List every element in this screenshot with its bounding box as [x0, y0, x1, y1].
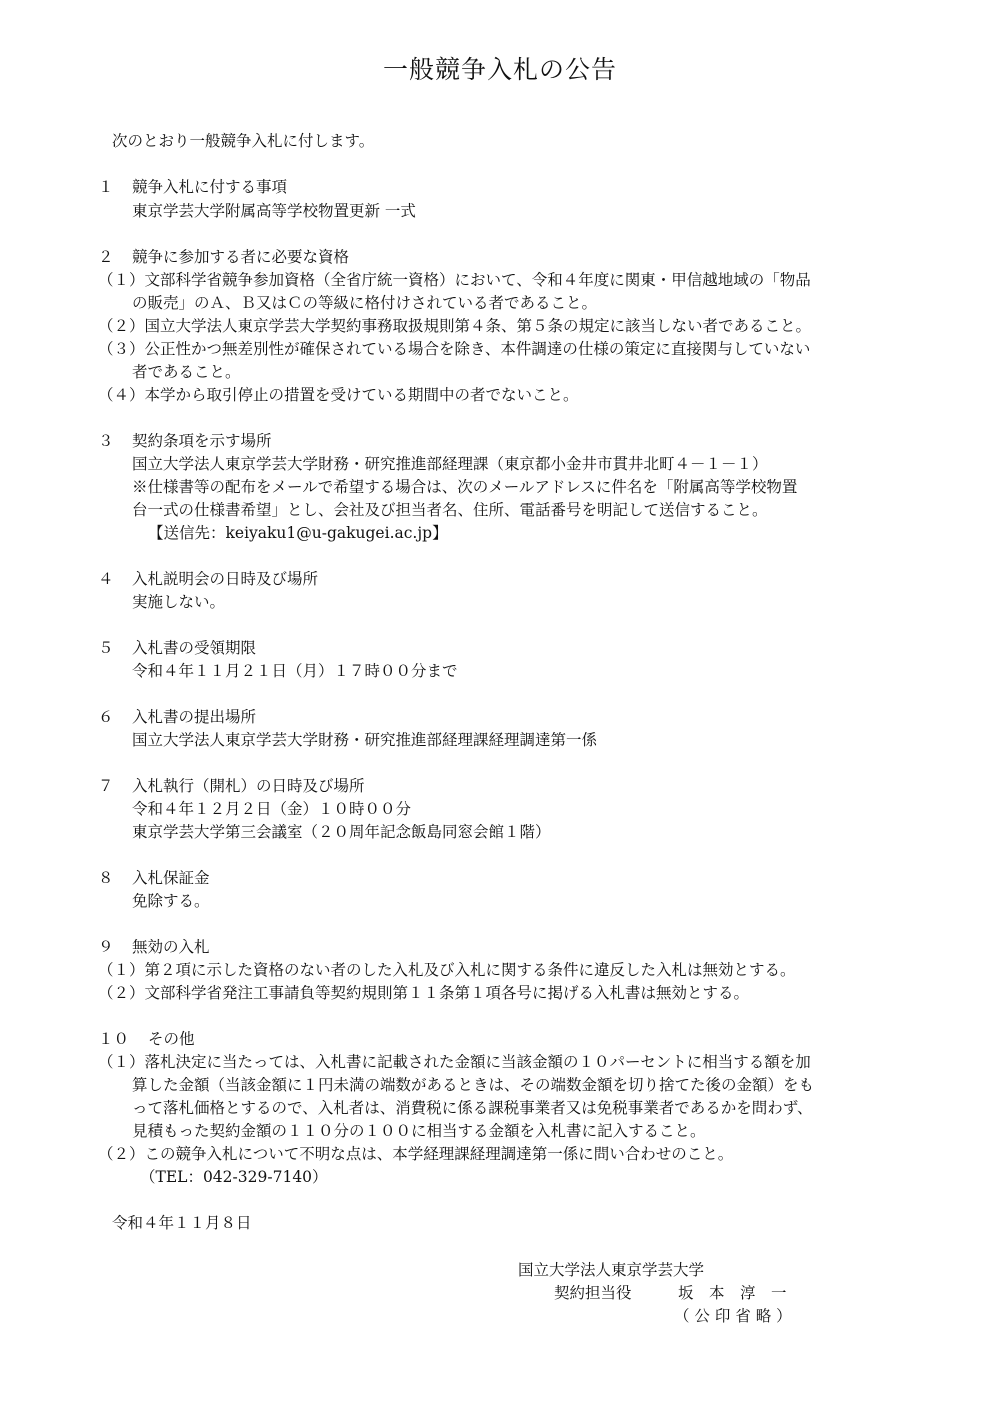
section-body-line: 国立大学法人東京学芸大学財務・研究推進部経理課経理調達第一係 [132, 731, 598, 749]
signature-org: 国立大学法人東京学芸大学 [518, 1261, 705, 1279]
list-item-line: 算した金額（当該金額に１円未満の端数があるときは、その端数金額を切り捨てた後の金額）をも [132, 1076, 815, 1094]
section-number: ４ [98, 570, 114, 588]
seal-omitted-note: （ 公 印 省 略 ） [674, 1307, 792, 1325]
section-heading: 契約条項を示す場所 [132, 432, 272, 450]
section-body-line: 東京学芸大学第三会議室（２０周年記念飯島同窓会館１階） [132, 823, 551, 841]
phone-contact: （TEL：042-329-7140） [140, 1168, 328, 1186]
list-item-line: （１）第２項に示した資格のない者のした入札及び入札に関する条件に違反した入札は無効とする。 [98, 961, 796, 979]
section-heading: 入札書の受領期限 [132, 639, 257, 657]
section-body-line: 令和４年１１月２１日（月）１７時００分まで [132, 662, 458, 680]
list-item-line: （１）落札決定に当たっては、入札書に記載された金額に当該金額の１０パーセントに相当する額を加 [98, 1053, 811, 1071]
list-item-line: 見積もった契約金額の１１０分の１００に相当する金額を入札書に記入すること。 [132, 1122, 706, 1140]
list-item-line: （２）文部科学省発注工事請負等契約規則第１１条第１項各号に掲げる入札書は無効とする。 [98, 984, 750, 1002]
section-number: ２ [98, 248, 114, 266]
list-item-line: （２）この競争入札について不明な点は、本学経理課経理調達第一係に問い合わせのこと。 [98, 1145, 734, 1163]
list-item-line: って落札価格とするので、入札者は、消費税に係る課税事業者又は免税事業者であるかを問わず、 [132, 1099, 813, 1117]
signature-name: 坂 本 淳 一 [678, 1284, 787, 1302]
section-number: ３ [98, 432, 114, 450]
list-item-line: の販売」のＡ、Ｂ又はＣの等級に格付けされている者であること。 [132, 294, 598, 312]
section-heading: 入札保証金 [132, 869, 210, 887]
list-item-line: （２）国立大学法人東京学芸大学契約事務取扱規則第４条、第５条の規定に該当しない者であること。 [98, 317, 812, 335]
section-number: ７ [98, 777, 114, 795]
section-heading: 無効の入札 [132, 938, 210, 956]
section-body-line: 実施しない。 [132, 593, 226, 611]
notice-date: 令和４年１１月８日 [112, 1214, 252, 1232]
list-item-line: 者であること。 [132, 363, 241, 381]
list-item-line: （１）文部科学省競争参加資格（全省庁統一資格）において、令和４年度に関東・甲信越地域の「物品 [98, 271, 811, 289]
section-number: ８ [98, 869, 114, 887]
section-heading: 入札執行（開札）の日時及び場所 [132, 777, 365, 795]
section-heading: 競争入札に付する事項 [132, 178, 288, 196]
intro-text: 次のとおり一般競争入札に付します。 [112, 132, 375, 150]
section-heading: 競争に参加する者に必要な資格 [132, 248, 350, 266]
section-body-line: 国立大学法人東京学芸大学財務・研究推進部経理課（東京都小金井市貫井北町４－１－１） [132, 455, 768, 473]
section-number: ５ [98, 639, 114, 657]
section-body-line: 免除する。 [132, 892, 210, 910]
section-heading: 入札説明会の日時及び場所 [132, 570, 319, 588]
section-body-line: 東京学芸大学附属高等学校物置更新 一式 [132, 202, 416, 220]
section-number: １０ [98, 1030, 130, 1048]
section-number: １ [98, 178, 114, 196]
section-body-line: ※仕様書等の配布をメールで希望する場合は、次のメールアドレスに件名を「附属高等学校物置 [132, 478, 798, 496]
section-body-line: 台一式の仕様書希望」とし、会社及び担当者名、住所、電話番号を明記して送信すること。 [132, 501, 768, 519]
email-contact: 【送信先：keiyaku1@u-gakugei.ac.jp】 [148, 524, 448, 542]
section-number: ６ [98, 708, 114, 726]
section-heading: その他 [148, 1030, 195, 1048]
list-item-line: （４）本学から取引停止の措置を受けている期間中の者でないこと。 [98, 386, 579, 404]
section-number: ９ [98, 938, 114, 956]
section-heading: 入札書の提出場所 [132, 708, 257, 726]
document-title: 一般競争入札の公告 [382, 55, 617, 84]
section-body-line: 令和４年１２月２日（金）１０時００分 [132, 800, 412, 818]
signature-role: 契約担当役 [554, 1284, 632, 1302]
list-item-line: （３）公正性かつ無差別性が確保されている場合を除き、本件調達の仕様の策定に直接関与していない [98, 340, 811, 358]
